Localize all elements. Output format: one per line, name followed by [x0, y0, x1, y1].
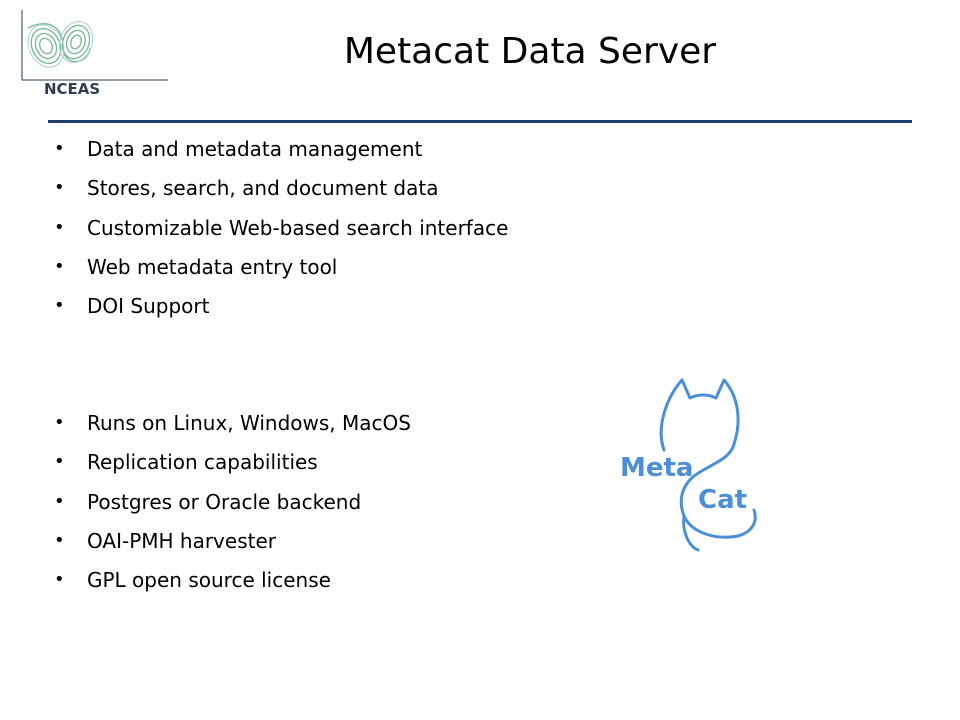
bullet-dot-icon: •: [54, 529, 65, 551]
bullet-item: [54, 289, 508, 328]
bullet-item: [54, 445, 411, 484]
bullet-item: [54, 250, 508, 289]
bullet-text: Runs on Linux, Windows, MacOS: [87, 411, 411, 435]
page-title: Metacat Data Server: [343, 31, 717, 72]
bullet-dot-icon: •: [54, 255, 65, 277]
bullet-item: [54, 211, 508, 250]
metacat-logo-word-meta: Meta: [620, 453, 694, 483]
bullet-text: Replication capabilities: [87, 450, 318, 475]
nceas-logo-text: NCEAS: [44, 80, 101, 98]
title-divider: [48, 120, 912, 123]
bullet-text: Web metadata entry tool: [87, 254, 338, 279]
bullet-dot-icon: •: [54, 490, 65, 512]
metacat-logo: [612, 368, 772, 568]
metacat-cat-icon: [612, 368, 772, 568]
bullet-dot-icon: •: [54, 216, 65, 238]
bullet-text: Data and metadata management: [87, 137, 423, 161]
bullet-item: [54, 563, 411, 602]
bullet-text: Postgres or Oracle backend: [87, 489, 362, 514]
bullet-item: [54, 485, 411, 524]
bullet-text: GPL open source license: [87, 568, 331, 593]
bullet-text: Stores, search, and document data: [87, 176, 439, 201]
metacat-logo-word-cat: Cat: [698, 485, 748, 515]
bullet-dot-icon: •: [54, 138, 65, 159]
nceas-logo-graphic: [18, 8, 178, 98]
bullet-dot-icon: •: [54, 569, 65, 591]
feature-list-primary: [54, 132, 508, 328]
bullet-text: OAI-PMH harvester: [87, 528, 276, 553]
bullet-dot-icon: •: [54, 412, 65, 433]
feature-list-secondary: [54, 406, 411, 602]
bullet-dot-icon: •: [54, 177, 65, 199]
bullet-text: Customizable Web-based search interface: [87, 215, 509, 240]
bullet-item: [54, 524, 411, 563]
nceas-logo: [18, 8, 178, 98]
bullet-dot-icon: •: [54, 295, 65, 317]
bullet-item: [54, 132, 508, 171]
bullet-text: DOI Support: [87, 294, 210, 319]
bullet-dot-icon: •: [54, 451, 65, 473]
bullet-item: [54, 171, 508, 210]
bullet-item: [54, 406, 411, 445]
